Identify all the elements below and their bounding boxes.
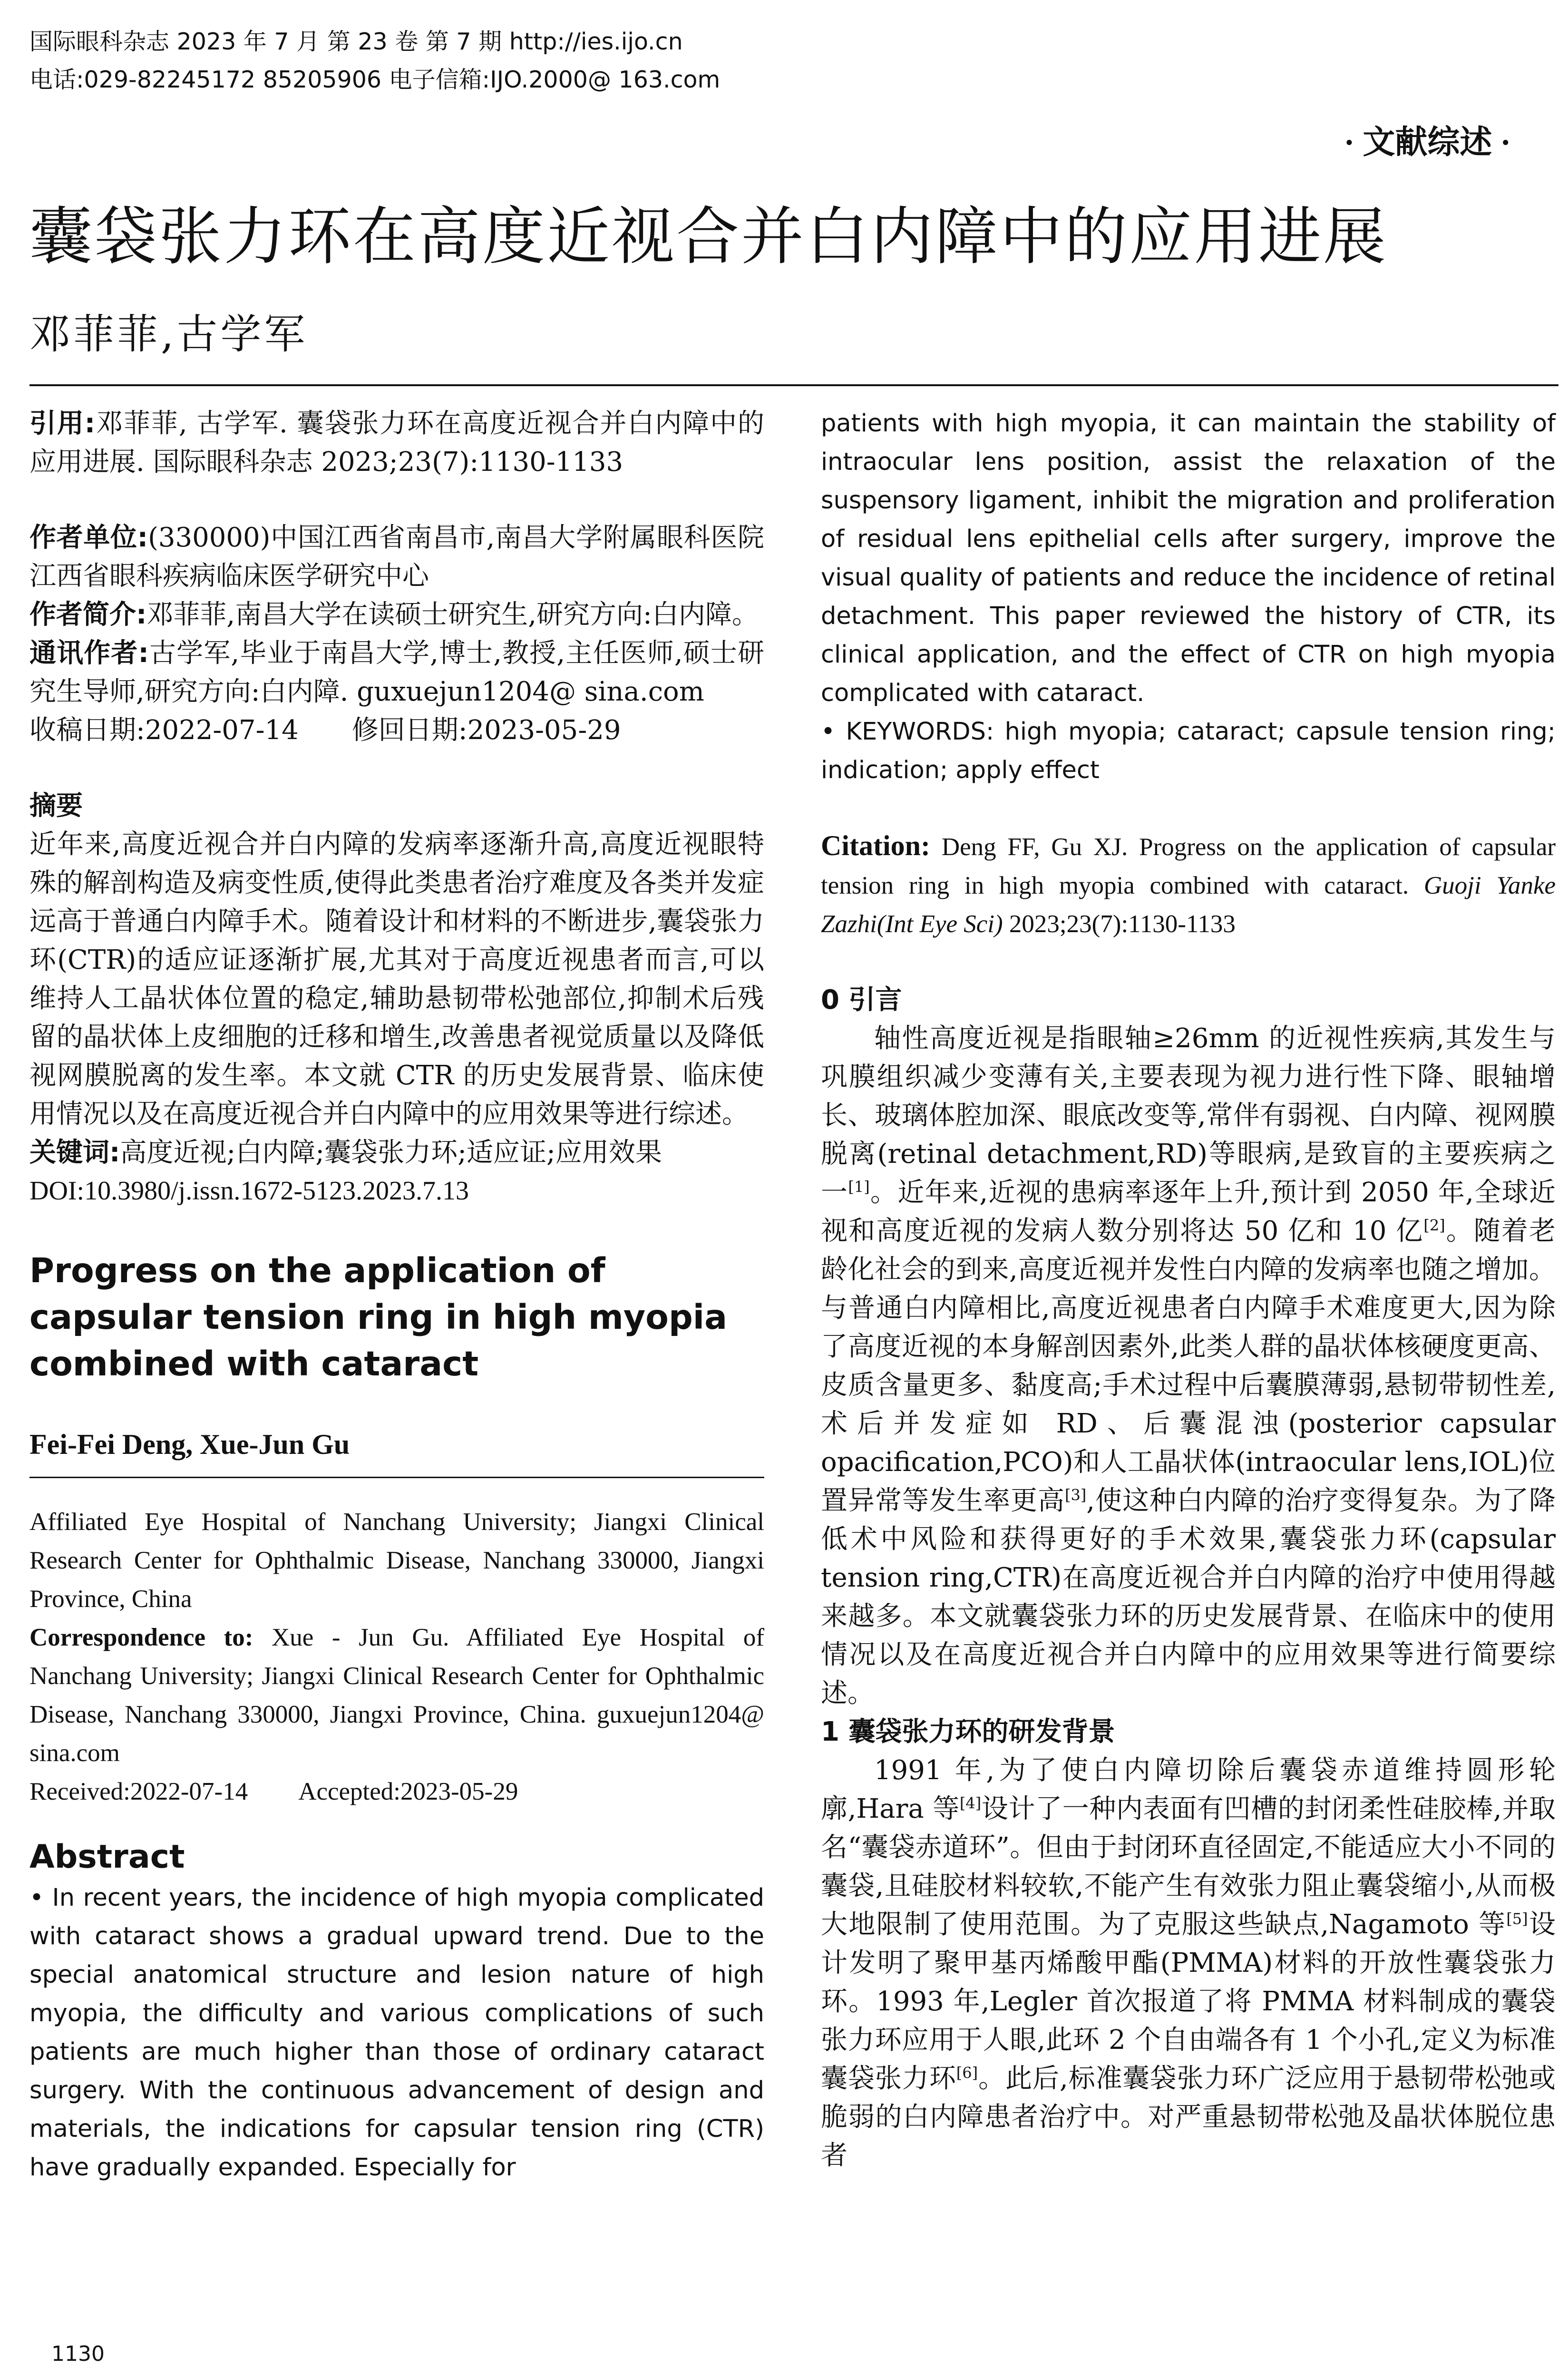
journal-header-line2: 电话:029-82245172 85205906 电子信箱:IJO.2000@ 163.com	[29, 66, 721, 93]
left-column	[29, 404, 764, 2187]
dates-cn	[29, 711, 764, 750]
abstract-cn-text: 近年来,高度近视合并白内障的发病率逐渐升高,高度近视眼特殊的解剖构造及病变性质,使得此类患者治疗难度及各类并发症远高于普通白内障手术。随着设计和材料的不断进步,囊袋张力环(CTR)的适应证逐渐扩展,尤其对于高度近视患者而言,可以维持人工晶状体位置的稳定,辅助悬韧带松弛部位,抑制术后残留的晶状体上皮细胞的迁移和增生,改善患者视觉质量以及降低视网膜脱离的发生率。本文就 CTR 的历史发展背景、临床使用情况以及在高度近视合并白内障中的应用效果等进行综述。	[29, 829, 764, 1130]
affiliation-cn-text: (330000)中国江西省南昌市,南昌大学附属眼科医院 江西省眼科疾病临床医学研究中心	[29, 522, 764, 592]
dates-en	[29, 1773, 764, 1811]
received-date-en: Received:2022-07-14	[29, 1778, 248, 1805]
keywords-cn	[29, 1133, 764, 1172]
authors-cn: 邓菲菲,古学军	[29, 311, 308, 358]
right-column	[821, 404, 1556, 2175]
journal-header-line1: 国际眼科杂志 2023 年 7 月 第 23 卷 第 7 期 http://ies.ijo.cn	[29, 28, 683, 55]
accepted-date-en: Accepted:2023-05-29	[298, 1778, 518, 1805]
citation-en-label: Citation:	[821, 830, 930, 861]
author-bio-cn-text: 邓菲菲,南昌大学在读硕士研究生,研究方向:白内障。	[146, 599, 759, 630]
section-1-text-d: 。此后,标准囊袋张力环广泛应用于悬韧带松弛或脆弱的白内障患者治疗中。对严重悬韧带松弛及晶状体脱位患者	[821, 2063, 1556, 2171]
reference-2: [2]	[1423, 1216, 1445, 1235]
section-0-heading: 0 引言	[821, 984, 902, 1015]
correspondence-en-label: Correspondence to:	[29, 1624, 253, 1651]
abstract-en-text-part1: • In recent years, the incidence of high myopia complicated with cataract shows a gradual upward trend. Due to the special anatomical structure and lesion nature of high myopia, the difficulty and various complications of such patients are much higher than those of ordinary cataract surgery. With the continuous advancement of design and materials, the indications for capsular tension ring (CTR) have gradually expanded. Especially for	[29, 1884, 764, 2182]
revised-date-cn: 修回日期:2023-05-29	[351, 715, 621, 746]
section-0-paragraph	[821, 1019, 1556, 1713]
abstract-heading-cn: 摘要	[29, 790, 83, 821]
article-title-en: Progress on the application of capsular tension ring in high myopia combined with cataract	[29, 1251, 728, 1383]
citation-en	[821, 827, 1556, 944]
author-bio-cn	[29, 595, 764, 634]
section-0-text-b: 。近年来,近视的患病率逐年上升,预计到 2050 年,全球近视和高度近视的发病人数分别将达 50 亿和 10 亿	[821, 1177, 1556, 1247]
reference-3: [3]	[1064, 1486, 1087, 1504]
section-1-heading: 1 囊袋张力环的研发背景	[821, 1716, 1115, 1747]
correspondence-en	[29, 1618, 764, 1773]
title-divider	[29, 384, 1558, 386]
section-0-text-d: ,使这种白内障的治疗变得复杂。为了降低术中风险和获得更好的手术效果,囊袋张力环(capsular tension ring,CTR)在高度近视合并白内障的治疗中使用得越来越多。本文就囊袋张力环的历史发展背景、在临床中的使用情况以及在高度近视合并白内障中的应用效果等进行简要综述。	[821, 1485, 1556, 1709]
page-number: 1130	[51, 2342, 105, 2366]
keywords-en-label: • KEYWORDS:	[821, 718, 994, 746]
affiliation-cn	[29, 518, 764, 595]
section-1-text-b: 设计了一种内表面有凹槽的封闭柔性硅胶棒,并取名“囊袋赤道环”。但由于封闭环直径固定,不能适应大小不同的囊袋,且硅胶材料较软,不能产生有效张力阻止囊袋缩小,从而极大地限制了使用范围。为了克服这些缺点,Nagamoto 等	[821, 1793, 1556, 1940]
affiliation-en: Affiliated Eye Hospital of Nanchang University; Jiangxi Clinical Research Center for Ophthalmic Disease, Nanchang 330000, Jiangxi Province, China	[29, 1508, 764, 1613]
keywords-cn-label: 关键词:	[29, 1137, 120, 1168]
reference-4: [4]	[959, 1794, 982, 1812]
reference-5: [5]	[1506, 1909, 1528, 1928]
reference-6: [6]	[956, 2064, 978, 2082]
correspondence-en-text: Xue - Jun Gu. Affiliated Eye Hospital of Nanchang University; Jiangxi Clinical Research Center for Ophthalmic Disease, Nanchang 330000, Jiangxi Province, China. guxuejun1204@ sina.com	[29, 1624, 765, 1767]
keywords-en-text: high myopia; cataract; capsule tension ring; indication; apply effect	[821, 718, 1556, 784]
author-bio-cn-label: 作者简介:	[29, 599, 147, 630]
abstract-en-text-part2: patients with high myopia, it can maintain the stability of intraocular lens position, assist the relaxation of the suspensory ligament, inhibit the migration and proliferation of residual lens epithelial cells after surgery, improve the visual quality of patients and reduce the incidence of retinal detachment. This paper reviewed the history of CTR, its clinical application, and the effect of CTR on high myopia complicated with cataract.	[821, 409, 1556, 707]
correspondence-cn-text: 古学军,毕业于南昌大学,博士,教授,主任医师,硕士研究生导师,研究方向:白内障. guxuejun1204@ sina.com	[29, 638, 764, 707]
correspondence-cn-label: 通讯作者:	[29, 638, 149, 669]
correspondence-cn	[29, 634, 764, 711]
abstract-heading-en: Abstract	[29, 1838, 185, 1876]
affiliation-cn-label: 作者单位:	[29, 522, 148, 553]
citation-en-text: Deng FF, Gu XJ. Progress on the application of capsular tension ring in high myopia combined with cataract.	[821, 833, 1556, 899]
citation-cn-text: 邓菲菲, 古学军. 囊袋张力环在高度近视合并白内障中的应用进展. 国际眼科杂志 2023;23(7):1130-1133	[29, 408, 764, 477]
doi: DOI:10.3980/j.issn.1672-5123.2023.7.13	[29, 1176, 469, 1206]
section-1-paragraph	[821, 1751, 1556, 2175]
received-date-cn: 收稿日期:2022-07-14	[29, 715, 299, 746]
citation-en-journal: Guoji Yanke Zazhi(Int Eye Sci)	[821, 872, 1556, 938]
keywords-cn-text: 高度近视;白内障;囊袋张力环;适应证;应用效果	[120, 1137, 662, 1168]
citation-cn-label: 引用:	[29, 408, 96, 439]
section-1-text-a: 1991 年,为了使白内障切除后囊袋赤道维持圆形轮廓,Hara 等	[821, 1755, 1556, 1824]
journal-header	[29, 23, 1551, 99]
section-0-text-c: 。随着老龄化社会的到来,高度近视并发性白内障的发病率也随之增加。与普通白内障相比,高度近视患者白内障手术难度更大,因为除了高度近视的本身解剖因素外,此类人群的晶状体核硬度更高、皮质含量更多、黏度高;手术过程中后囊膜薄弱,悬韧带韧性差,术后并发症如 RD、后囊混浊(posterior capsular opacification,PCO)和人工晶状体(intraocular lens,IOL)位置异常等发生率更高	[821, 1216, 1556, 1516]
citation-cn	[29, 404, 764, 481]
authors-en: Fei-Fei Deng, Xue-Jun Gu	[29, 1429, 350, 1460]
reference-1: [1]	[848, 1178, 870, 1196]
citation-en-tail: 2023;23(7):1130-1133	[1009, 910, 1236, 938]
keywords-en	[821, 712, 1556, 789]
section-0-text-a: 轴性高度近视是指眼轴≥26mm 的近视性疾病,其发生与巩膜组织减少变薄有关,主要表现为视力进行性下降、眼轴增长、玻璃体腔加深、眼底改变等,常伴有弱视、白内障、视网膜脱离(retinal detachment,RD)等眼病,是致盲的主要疾病之一	[821, 1023, 1556, 1208]
section-tag: · 文献综述 ·	[1344, 124, 1511, 160]
section-1-text-c: 设计发明了聚甲基丙烯酸甲酯(PMMA)材料的开放性囊袋张力环。1993 年,Legler 首次报道了将 PMMA 材料制成的囊袋张力环应用于人眼,此环 2 个自由端各有 1 个小孔,定义为标准囊袋张力环	[821, 1909, 1556, 2094]
article-title: 囊袋张力环在高度近视合并白内障中的应用进展	[29, 200, 1388, 273]
